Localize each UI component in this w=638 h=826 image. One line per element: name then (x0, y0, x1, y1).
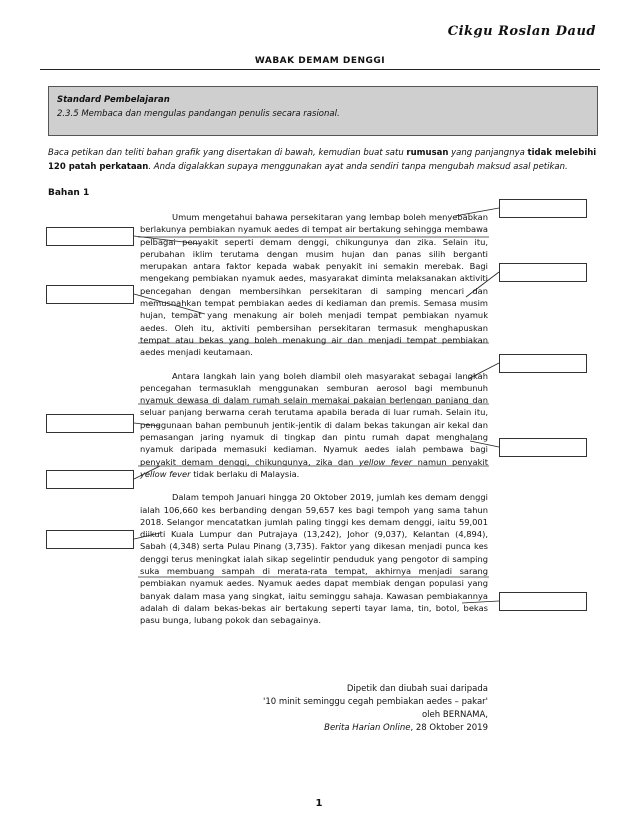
citation-line: oleh BERNAMA, (421, 710, 488, 720)
paragraph-text: namun penyakit (412, 456, 488, 467)
instruction-bold: tidak melebihi 120 patah perkataan (48, 148, 597, 172)
article-paragraph-1: Umum mengetahui bahawa persekitaran yang lembap boleh menyebabkan berlakunya pembiakan nyamuk aedes di tempat air bertakung sehingga membawa pelbagai penyakit seperti demam denggi, chikungunya dan zika. Selain itu, perubahan iklim terutama dengan musim hujan dan panas silih berganti merupakan antara faktor kepada wabak penyakit ini semakin merebak. Bagi mengekang pembiakan nyamuk aedes, masyarakat diminta melaksanakan aktiviti pencegahan dengan membersihkan persekitaran di samping mencari dan memusnahkan tempat pembiakan aedes di kediaman dan premis. Semasa musim hujan, tempat yang menakung air boleh menjadi tempat pembiakan nyamuk aedes. Oleh itu, aktiviti pembersihan persekitaran termasuk menghapuskan tempat atau bekas yang boleh menakung air dan menjadi tempat pembiakan aedes menjadi keutamaan. (140, 212, 488, 358)
author-name: Cikgu Roslan Daud (447, 24, 596, 39)
paragraph-text: tidak berlaku di Malaysia. (190, 468, 300, 479)
instruction-bold: rumusan (406, 148, 449, 158)
learning-standard-heading: Standard Pembelajaran (57, 95, 170, 105)
instruction-part: yang panjangnya (448, 148, 528, 158)
citation-line: '10 minit seminggu cegah pembiakan aedes – pakar' (263, 697, 488, 707)
instruction-part: Baca petikan dan teliti bahan grafik yang disertakan di bawah, kemudian buat satu (48, 148, 407, 158)
page-title: WABAK DEMAM DENGGI (254, 56, 386, 66)
citation-text: , 28 Oktober 2019 (410, 723, 488, 733)
paragraph-text: Antara langkah lain yang boleh diambil oleh masyarakat sebagai langkah pencegahan termasuklah menggunakan semburan aerosol bagi membunuh nyamuk dewasa di dalam rumah selain memakai pakaian berlengan panjang dan seluar panjang berwarna cerah terutama apabila berada di luar rumah. Selain itu, penggunaan bahan pembunuh jentik-jentik di dalam bekas takungan air kekal dan pemasangan jaring nyamuk di tingkap dan pintu rumah dapat menghalang nyamuk daripada memasuki kediaman. Nyamuk aedes ialah pembawa bagi penyakit demam denggi, chikungunya, zika dan (140, 370, 488, 467)
paragraph-italic: yellow fever (140, 468, 191, 479)
paragraph-italic: yellow fever (358, 456, 413, 467)
article-paragraph-3: Dalam tempoh Januari hingga 20 Oktober 2019, jumlah kes demam denggi ialah 106,660 kes berbanding dengan 59,657 kes bagi tempoh yang sama tahun 2018. Selangor mencatatkan jumlah paling tinggi kes demam denggi, iaitu 59,001 diikuti Kuala Lumpur dan Putrajaya (13,242), Johor (9,037), Kelantan (4,894), Sabah (4,348) serta Pulau Pinang (3,735). Faktor yang dikesan menjadi punca kes denggi terus meningkat ialah sikap segelintir penduduk yang pengotor di samping suka membuang sampah di merata-rata tempat, akhirnya menjadi sarang pembiakan nyamuk aedes. Nyamuk aedes dapat membiak dengan populasi yang banyak dalam masa yang singkat, iaitu seminggu sahaja. Kawasan pembiakannya adalah di dalam bekas-bekas air bertakung seperti tayar lama, tin, botol, bekas pasu bunga, lubang pokok dan sebagainya. (140, 492, 488, 626)
citation-italic: Berita Harian Online (324, 723, 411, 733)
citation-line: Dipetik dan diubah suai daripada (346, 684, 488, 694)
learning-standard-text: 2.3.5 Membaca dan mengulas pandangan penulis secara rasional. (57, 109, 340, 119)
bahan-label: Bahan 1 (48, 188, 90, 198)
page-number: 1 (315, 798, 323, 809)
instruction-part: . Anda digalakkan supaya menggunakan ayat anda sendiri tanpa mengubah maksud asal petikan. (148, 162, 568, 172)
